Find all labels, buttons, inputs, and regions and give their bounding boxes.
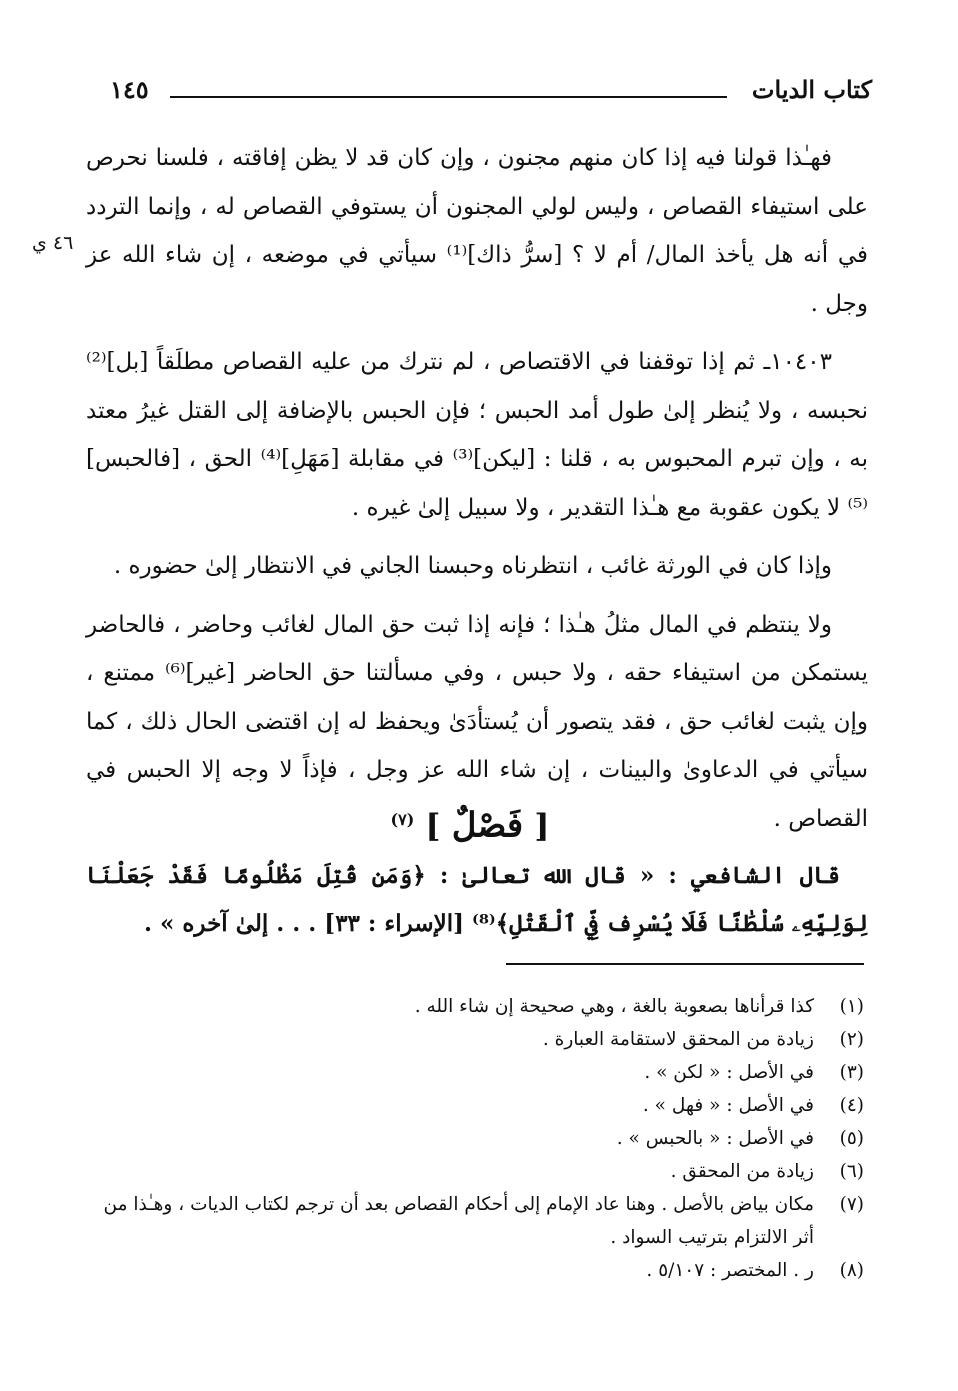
footnote-number: (٥) (839, 1128, 864, 1149)
footnotes (86, 990, 864, 1287)
footnote-text: زيادة من المحقق لاستقامة العبارة . (542, 1029, 814, 1050)
footnote-number: (٨) (839, 1260, 864, 1281)
quote-text: قال الشافعي : « قال الله تعالىٰ : ﴿وَمَن قُتِلَ مَظْلُومًا فَقَدْ جَعَلْنَا لِوَلِيِّهِۦ سُلْطَٰنًا فَلَا يُسْرِف فِّي ٱلْقَتْلِ﴾⁽⁸⁾ [الإسراء : ٣٣] . . . إلىٰ آخره » . (86, 862, 868, 937)
margin-note: ٤٦ ي (32, 232, 74, 254)
paragraph-3: وإذا كان في الورثة غائب ، انتظرناه وحبسنا الجاني في الانتظار إلىٰ حضوره . (113, 553, 832, 579)
paragraph-4: ولا ينتظم في المال مثلُ هـٰذا ؛ فإنه إذا ثبت حق المال لغائب وحاضر ، فالحاضر يستمكن من استيفاء حقه ، ولا حبس ، وفي مسألتنا حق الحاضر [غير]⁽⁶⁾ ممتنع ، وإن يثبت لغائب حق ، فقد يتصور أن يُستأدَىٰ ويحفظ له إن اقتضى الحال ذلك ، كما سيأتي في الدعاوىٰ والبينات ، إن شاء الله عز وجل ، فإذاً لا وجه إلا الحبس في القصاص . (86, 611, 868, 832)
paragraph-2: ١٠٤٠٣ـ ثم إذا توقفنا في الاقتصاص ، لم نترك من عليه القصاص مطلَقاً [بل]⁽²⁾ نحبسه ، ولا يُنظر إلىٰ طول أمد الحبس ؛ فإن الحبس بالإضافة إلى القتل غيرُ معتد به ، وإن تبرم المحبوس به ، قلنا : [ليكن]⁽³⁾ في مقابلة [مَهَلِ]⁽⁴⁾ الحق ، [فالحبس]⁽⁵⁾ لا يكون عقوبة مع هـٰذا التقدير ، ولا سبيل إلىٰ غيره . (86, 349, 869, 521)
footnote-text: ر . المختصر : ٥/١٠٧ . (646, 1260, 814, 1281)
footnote-text: مكان بياض بالأصل . وهنا عاد الإمام إلى أحكام القصاص بعد أن ترجم لكتاب الديات ، وهـٰذا من أثر الالتزام بترتيب السواد . (103, 1194, 814, 1248)
footnote-text: زيادة من المحقق . (670, 1161, 814, 1182)
footnote-number: (٧) (839, 1194, 864, 1215)
footnote-separator (506, 963, 864, 965)
footnote-text: في الأصل : « بالحبس » . (616, 1128, 814, 1149)
main-text (86, 134, 868, 843)
footnote-number: (٢) (839, 1029, 864, 1050)
paragraph-1: فهـٰذا قولنا فيه إذا كان منهم مجنون ، وإن كان قد لا يظن إفاقته ، فلسنا نحرص على استيفاء القصاص ، وليس لولي المجنون أن يستوفي القصاص له ، وإنما التردد في أنه هل يأخذ المال/ أم لا ؟ [سرُّ ذاك]⁽¹⁾ سيأتي في موضعه ، إن شاء الله عز وجل . (86, 145, 868, 317)
shafii-quote (86, 852, 868, 948)
footnote-item (86, 990, 864, 1023)
running-header (110, 72, 872, 112)
footnote-item (86, 1122, 864, 1155)
section-heading (300, 790, 640, 856)
heading-title: فَصْلٌ (451, 805, 524, 846)
footnote-number: (٦) (839, 1161, 864, 1182)
footnote-item (86, 1089, 864, 1122)
footnote-item (86, 1188, 864, 1254)
footnote-number: (١) (839, 996, 864, 1017)
footnote-text: في الأصل : « فهل » . (642, 1095, 814, 1116)
footnote-number: (٤) (839, 1095, 864, 1116)
page-number: ١٤٥ (110, 75, 149, 104)
heading-note: (٧) (390, 810, 415, 829)
header-rule (170, 96, 727, 98)
footnote-item (86, 1056, 864, 1089)
heading-close-bracket: ] (425, 806, 441, 845)
footnote-item (86, 1254, 864, 1287)
running-title: كتاب الديات (751, 75, 872, 104)
heading-open-bracket: [ (534, 806, 550, 845)
footnote-text: في الأصل : « لكن » . (644, 1062, 814, 1083)
footnote-text: كذا قرأناها بصعوبة بالغة ، وهي صحيحة إن شاء الله . (414, 996, 814, 1017)
footnote-item (86, 1155, 864, 1188)
footnote-number: (٣) (839, 1062, 864, 1083)
footnote-item (86, 1023, 864, 1056)
